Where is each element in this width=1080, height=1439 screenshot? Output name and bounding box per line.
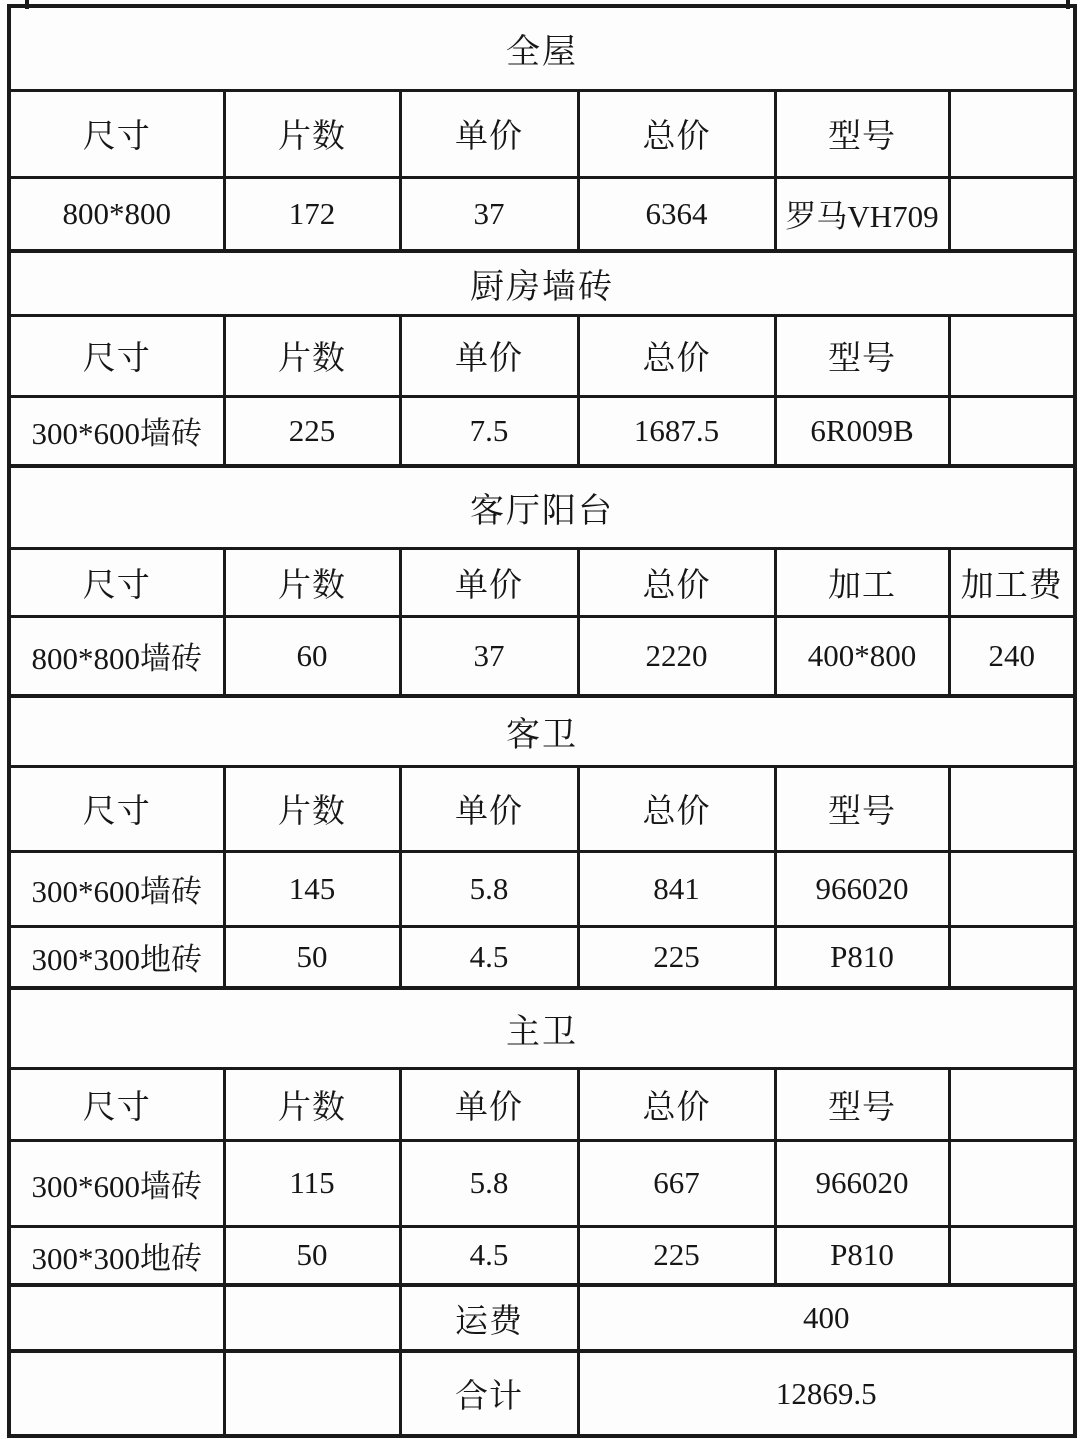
crop-artifact-left: [25, 0, 29, 9]
header-model: 型号: [775, 315, 949, 396]
table-row: [9, 616, 1075, 696]
header-pieces: 片数: [224, 766, 400, 851]
cell-pieces: 60: [224, 616, 400, 696]
header-model: 型号: [775, 90, 949, 177]
header-size: 尺寸: [9, 315, 224, 396]
cell-unit-price: 7.5: [400, 396, 578, 466]
cell-size: 800*800墙砖: [9, 616, 224, 696]
table-row: [9, 851, 1075, 926]
cell-extra: [949, 851, 1075, 926]
header-pieces: 片数: [224, 90, 400, 177]
header-pieces: 片数: [224, 315, 400, 396]
header-pieces: 片数: [224, 1068, 400, 1140]
table-row: [9, 1140, 1075, 1226]
crop-artifact-right: [1066, 0, 1070, 9]
tile-cost-sheet: [7, 4, 1073, 1438]
cell-empty: [9, 1351, 224, 1436]
section-title-whole-house: 全屋: [9, 6, 1075, 90]
section-title-kitchen-wall: 厨房墙砖: [9, 251, 1075, 315]
cell-processing: 400*800: [775, 616, 949, 696]
header-pieces: 片数: [224, 548, 400, 616]
cell-extra: [949, 1226, 1075, 1285]
header-unit-price: 单价: [400, 315, 578, 396]
cell-size: 300*600墙砖: [9, 1140, 224, 1226]
table-row: [9, 1226, 1075, 1285]
header-total-price: 总价: [578, 1068, 775, 1140]
cell-unit-price: 4.5: [400, 926, 578, 988]
cell-processing-fee: 240: [949, 616, 1075, 696]
cell-total-price: 2220: [578, 616, 775, 696]
cell-pieces: 50: [224, 1226, 400, 1285]
cell-pieces: 172: [224, 177, 400, 251]
table-row: [9, 926, 1075, 988]
header-extra: [949, 315, 1075, 396]
section-title-guest-bathroom: 客卫: [9, 696, 1075, 766]
freight-value: 400: [578, 1285, 1075, 1351]
header-model: 型号: [775, 766, 949, 851]
table-row: [9, 1351, 1075, 1436]
cell-pieces: 225: [224, 396, 400, 466]
header-size: 尺寸: [9, 1068, 224, 1140]
cell-unit-price: 4.5: [400, 1226, 578, 1285]
header-total-price: 总价: [578, 548, 775, 616]
cell-pieces: 145: [224, 851, 400, 926]
cell-size: 300*300地砖: [9, 1226, 224, 1285]
header-processing-fee: 加工费: [949, 548, 1075, 616]
cell-model: P810: [775, 926, 949, 988]
header-processing: 加工: [775, 548, 949, 616]
cell-model: 966020: [775, 851, 949, 926]
cell-model: 966020: [775, 1140, 949, 1226]
header-unit-price: 单价: [400, 90, 578, 177]
header-unit-price: 单价: [400, 1068, 578, 1140]
cell-empty: [9, 1285, 224, 1351]
cell-total-price: 225: [578, 926, 775, 988]
freight-label: 运费: [400, 1285, 578, 1351]
cell-size: 800*800: [9, 177, 224, 251]
header-extra: [949, 1068, 1075, 1140]
header-unit-price: 单价: [400, 548, 578, 616]
cell-extra: [949, 396, 1075, 466]
cell-size: 300*600墙砖: [9, 396, 224, 466]
cell-total-price: 841: [578, 851, 775, 926]
tile-cost-table: [7, 4, 1077, 1438]
table-row: [9, 1285, 1075, 1351]
header-model: 型号: [775, 1068, 949, 1140]
header-unit-price: 单价: [400, 766, 578, 851]
cell-unit-price: 37: [400, 177, 578, 251]
cell-extra: [949, 177, 1075, 251]
cell-total-price: 225: [578, 1226, 775, 1285]
cell-empty: [224, 1285, 400, 1351]
header-total-price: 总价: [578, 766, 775, 851]
table-row: [9, 177, 1075, 251]
header-size: 尺寸: [9, 766, 224, 851]
cell-model: P810: [775, 1226, 949, 1285]
cell-total-price: 6364: [578, 177, 775, 251]
header-extra: [949, 766, 1075, 851]
cell-unit-price: 5.8: [400, 1140, 578, 1226]
header-total-price: 总价: [578, 90, 775, 177]
grand-total-value: 12869.5: [578, 1351, 1075, 1436]
cell-empty: [224, 1351, 400, 1436]
grand-total-label: 合计: [400, 1351, 578, 1436]
section-title-living-room-balcony: 客厅阳台: [9, 466, 1075, 548]
section-title-master-bathroom: 主卫: [9, 988, 1075, 1068]
cell-extra: [949, 1140, 1075, 1226]
cell-total-price: 1687.5: [578, 396, 775, 466]
header-size: 尺寸: [9, 548, 224, 616]
cell-model: 罗马VH709: [775, 177, 949, 251]
cell-unit-price: 5.8: [400, 851, 578, 926]
cell-size: 300*300地砖: [9, 926, 224, 988]
header-extra: [949, 90, 1075, 177]
cell-extra: [949, 926, 1075, 988]
cell-unit-price: 37: [400, 616, 578, 696]
cell-model: 6R009B: [775, 396, 949, 466]
table-row: [9, 396, 1075, 466]
cell-pieces: 115: [224, 1140, 400, 1226]
header-size: 尺寸: [9, 90, 224, 177]
cell-total-price: 667: [578, 1140, 775, 1226]
header-total-price: 总价: [578, 315, 775, 396]
cell-pieces: 50: [224, 926, 400, 988]
cell-size: 300*600墙砖: [9, 851, 224, 926]
